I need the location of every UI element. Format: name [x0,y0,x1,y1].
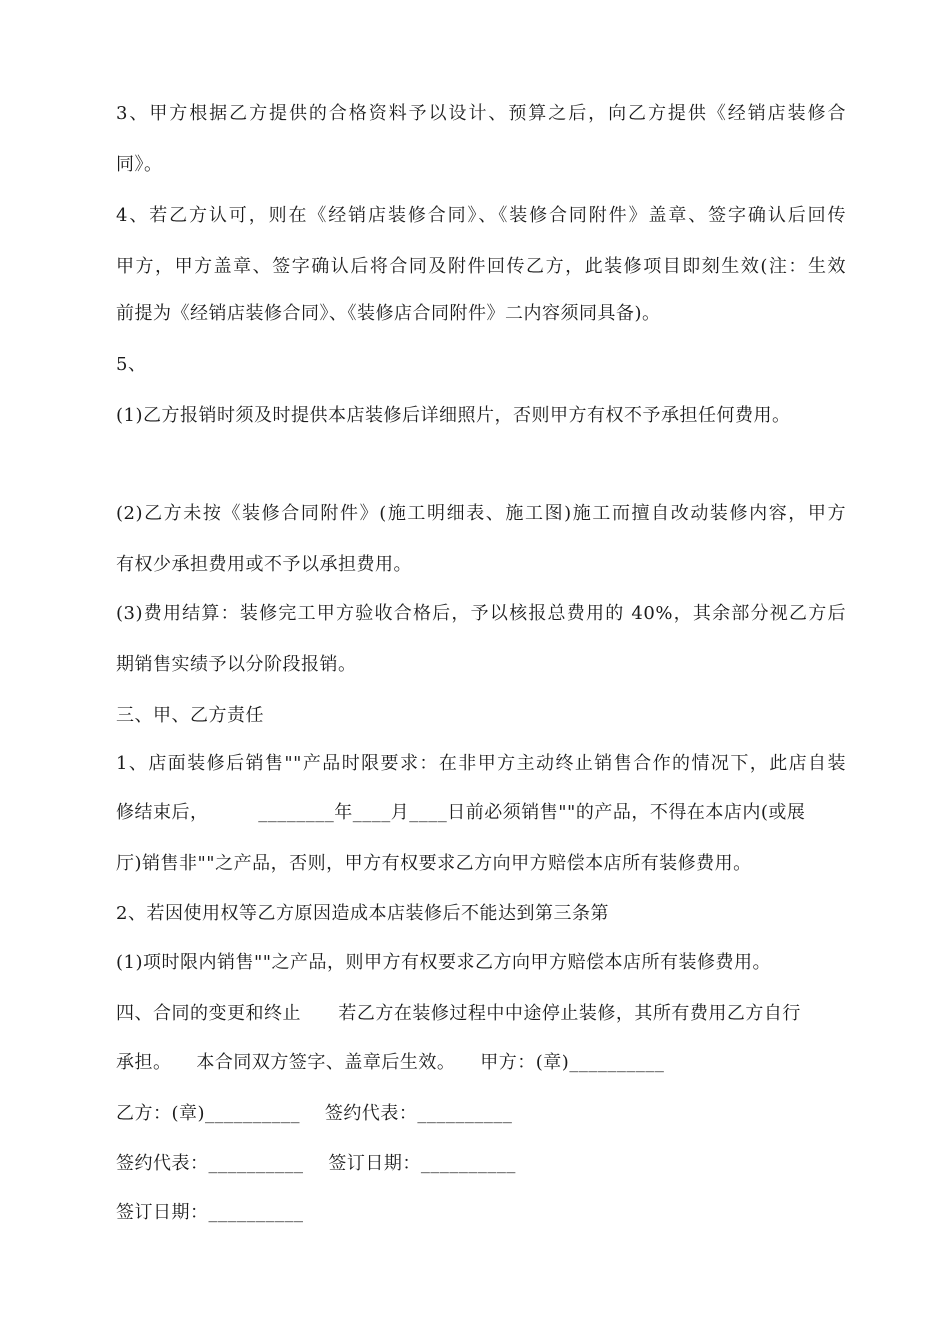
text-line-2: 同》。 [116,154,163,175]
text-line-9: 有权少承担费用或不予以承担费用。 [116,554,412,575]
text-line-11: 期销售实绩予以分阶段报销。 [116,654,357,675]
text-line-5: 前提为《经销店装修合同》、《装修店合同附件》二内容须同具备)。 [116,303,661,324]
text-line-10: (3)费用结算：装修完工甲方验收合格后，予以核报总费用的 40%，其余部分视乙方后 [116,603,846,624]
text-line-8: (2)乙方未按《装修合同附件》(施工明细表、施工图)施工而擅自改动装修内容，甲方 [116,503,846,524]
section-heading: 三、甲、乙方责任 [116,705,264,726]
signature-line-1: 乙方：(章)__________ 签约代表：__________ [116,1103,513,1124]
text-line-7: (1)乙方报销时须及时提供本店装修后详细照片，否则甲方有权不予承担任何费用。 [116,405,791,426]
signature-line-3: 签订日期：__________ [116,1202,304,1223]
text-line-17: (1)项时限内销售""之产品，则甲方有权要求乙方向甲方赔偿本店所有装修费用。 [116,952,772,973]
text-line-3: 4、若乙方认可，则在《经销店装修合同》、《装修合同附件》盖章、签字确认后回传 [116,205,846,226]
text-line-19: 承担。 本合同双方签字、盖章后生效。 甲方：(章)__________ [116,1052,665,1073]
text-line-14: 修结束后， ________年____月____日前必须销售""的产品，不得在本店内(或展 [116,802,806,823]
text-line-13: 1、店面装修后销售""产品时限要求：在非甲方主动终止销售合作的情况下，此店自装 [116,753,846,774]
text-line-15: 厅)销售非""之产品，否则，甲方有权要求乙方向甲方赔偿本店所有装修费用。 [116,853,752,874]
text-line-18: 四、合同的变更和终止 若乙方在装修过程中中途停止装修，其所有费用乙方自行 [116,1003,801,1024]
text-line-16: 2、若因使用权等乙方原因造成本店装修后不能达到第三条第 [116,903,609,924]
text-line-6: 5、 [116,354,147,375]
text-line-4: 甲方，甲方盖章、签字确认后将合同及附件回传乙方，此装修项目即刻生效(注：生效 [116,256,846,277]
text-line-1: 3、甲方根据乙方提供的合格资料予以设计、预算之后，向乙方提供《经销店装修合 [116,103,846,124]
signature-line-2: 签约代表：__________ 签订日期：__________ [116,1153,516,1174]
